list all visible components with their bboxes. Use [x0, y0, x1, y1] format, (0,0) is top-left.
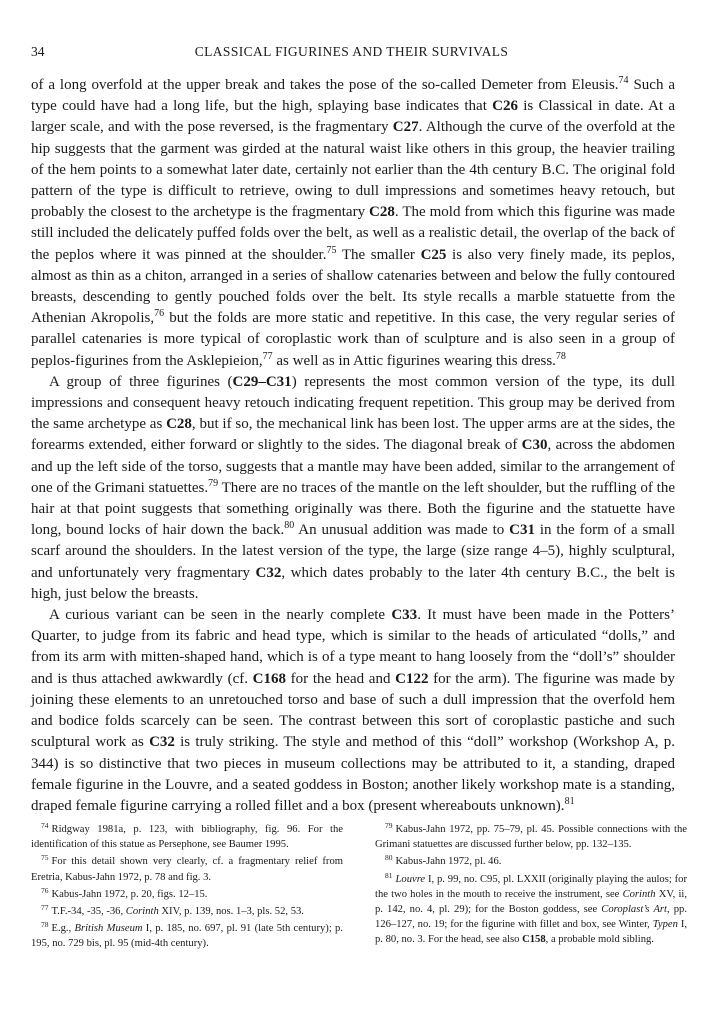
- text-run: , but if so, the mechanical link has been lost. The upper arms are at the sides, the forearms extended, either forward or slightly to the sides. The diagonal break of: [31, 416, 676, 454]
- text-run: . It must have been made in the Potters’ Quarter, to judge from its fabric and head type, which is similar to the heads of articulated “dolls,” and from its arm with mitten-shaped hand, which is of a type meant to hang loosely from the “doll’s” shoulder and is thus attached awkwardly (cf.: [31, 607, 675, 687]
- text-run: I, p. 80, no. 3. For the head, see also: [375, 919, 688, 946]
- footnote-ref: 74: [618, 75, 629, 86]
- text-run: for the head and: [286, 670, 396, 687]
- text-run: Louvre: [395, 873, 426, 885]
- text-run: Kabus-Jahn 1972, p. 20, figs. 12–15.: [51, 888, 208, 900]
- catalog-ref: C26: [492, 98, 518, 115]
- catalog-ref: C30: [521, 437, 548, 454]
- body-text: [31, 75, 675, 817]
- text-run: in the form of a small scarf around the shoulders. In the latest version of the type, the large (size range 4–5), highly sculptural, and unfortunately very fragmentary: [31, 522, 675, 581]
- footnote-ref: 78: [41, 920, 49, 930]
- text-run: is also very finely made, its peplos, almost as thin as a chiton, arranged in a series of shallow catenaries between and below the fully contoured breasts, descending to gently pouched folds over the belt. Its style recalls a marble statuette from the Athenian Akropolis,: [31, 246, 675, 327]
- footnote: [31, 854, 343, 884]
- footnote-ref: 79: [385, 821, 393, 830]
- footnotes-right-column: [375, 822, 687, 950]
- text-run: but the folds are more static and repetitive. In this case, the very regular series of parallel catenaries is more typical of coroplastic work than of sculpture and is also seen in a group of peplos-figurines from the Asklepieion,: [31, 310, 675, 369]
- page-number: 34: [31, 44, 45, 59]
- footnote-ref: 74: [41, 821, 49, 830]
- footnote-ref: 77: [41, 903, 49, 913]
- text-run: as well as in Attic figurines wearing this dress.: [272, 352, 556, 369]
- footnote: [31, 921, 343, 951]
- footnote-ref: 75: [326, 244, 337, 256]
- text-run: The smaller: [336, 246, 421, 263]
- text-run: British Museum: [74, 923, 143, 935]
- text-run: I, p. 185, no. 697, pl. 91 (late 5th century); p. 195, no. 729 bis, pl. 95 (mid-4th century).: [31, 923, 343, 950]
- footnote: [375, 822, 687, 852]
- footnote-ref: 81: [564, 795, 575, 807]
- text-run: Such a type could have had a long life, but the high, splaying base indicates that: [31, 77, 675, 115]
- footnote-ref: 76: [154, 308, 165, 320]
- footnote: [31, 887, 343, 902]
- text-run: for the arm). The figurine was made by joining these elements to an unretouched torso and base of such a dull impression that the overfold hem and bodice folds scarcely can be seen. The contrast between this sort of coroplastic pastiche and such sculptural work as: [31, 670, 675, 751]
- footnote-ref: 80: [284, 520, 295, 532]
- footnote: [375, 854, 687, 869]
- footnote-ref: 76: [41, 885, 49, 895]
- text-run: An unusual addition was made to: [294, 522, 510, 539]
- catalog-ref: C168: [252, 670, 286, 687]
- footnote-ref: 80: [385, 853, 393, 863]
- catalog-ref: C28: [166, 416, 192, 433]
- text-run: Corinth: [622, 888, 656, 900]
- catalog-ref: C25: [420, 246, 447, 263]
- paragraph: [31, 605, 675, 817]
- catalog-ref: C158: [522, 934, 546, 946]
- page-header: [0, 44, 703, 64]
- footnote-ref: 77: [262, 350, 273, 362]
- footnotes-left-column: [31, 822, 343, 954]
- text-run: . The mold from which this figurine was made still included the delicately puffed folds over the belt, as well as a realistic detail, the overlap of the back of the peplos where it was pinned at the shoulder.: [31, 204, 675, 263]
- footnote: [31, 822, 343, 852]
- text-run: T.F.-34, -35, -36,: [51, 906, 126, 918]
- text-run: is Classical in date. At a larger scale, and with the pose reversed, is the fragmentary: [31, 98, 676, 136]
- text-run: , a probable mold sibling.: [545, 934, 654, 946]
- paragraph: [31, 75, 675, 372]
- footnote: [375, 872, 687, 948]
- catalog-ref: C27: [392, 119, 419, 136]
- text-run: A group of three figurines (: [49, 373, 233, 390]
- text-run: XIV, p. 139, nos. 1–3, pls. 52, 53.: [158, 906, 304, 918]
- text-run: For this detail shown very clearly, cf. a fragmentary relief from Eretria, Kabus-Jahn 1972, p. 78 and fig. 3.: [31, 856, 343, 883]
- text-run: , across the abdomen and up the left side of the torso, suggests that a mantle may have been added, similar to the arrangement of one of the Grimani statuettes.: [31, 437, 675, 496]
- text-run: There are no traces of the mantle on the left shoulder, but the ruffling of the hair at that point suggests that something originally was there. Both the figurine and the statuette have long, bound locks of hair down the back.: [31, 479, 675, 539]
- text-run: Coroplast’s Art: [601, 904, 667, 916]
- running-title: CLASSICAL FIGURINES AND THEIR SURVIVALS: [194, 44, 509, 59]
- text-run: , which dates probably to the later 4th century B.C., the belt is high, just below the breasts.: [31, 564, 675, 602]
- text-run: Corinth: [125, 906, 159, 918]
- text-run: of a long overfold at the upper break and takes the pose of the so-called Demeter from Eleusis.: [31, 77, 619, 93]
- text-run: A curious variant can be seen in the nearly complete: [49, 607, 392, 624]
- footnote-ref: 78: [555, 350, 566, 362]
- text-run: I, p. 99, no. C95, pl. LXXII (originally playing the aulos; for the two holes in the mouth to receive the instrument, see: [375, 873, 687, 900]
- paragraph: [31, 372, 675, 605]
- catalog-ref: C32: [255, 564, 282, 581]
- catalog-ref: C29–C31: [232, 373, 292, 390]
- footnote-ref: 75: [41, 853, 49, 863]
- text-run: E.g.,: [51, 923, 75, 935]
- footnote-ref: 79: [208, 477, 219, 489]
- text-run: , pp. 126–127, no. 19; for the figurine with fillet and box, see Winter,: [375, 904, 687, 931]
- text-run: ) represents the most common version of the type, its dull impressions and consequent heavy retouch indicating frequent repetition. This group may be derived from the same archetype as: [31, 373, 675, 433]
- footnote-ref: 81: [385, 870, 393, 880]
- text-run: Kabus-Jahn 1972, pl. 46.: [395, 856, 502, 868]
- text-run: Ridgway 1981a, p. 123, with bibliography, fig. 96. For the identification of this statue as Persephone, see Baumer 1995.: [31, 824, 343, 851]
- footnote: [31, 904, 343, 919]
- catalog-ref: C33: [391, 607, 418, 624]
- catalog-ref: C32: [149, 734, 175, 751]
- text-run: Typen: [652, 919, 678, 931]
- text-run: XV, ii, p. 142, no. 4, pl. 29); for the Boston goddess, see: [375, 888, 687, 916]
- text-run: Kabus-Jahn 1972, pp. 75–79, pl. 45. Possible connections with the Grimani statuettes are discussed further below, pp. 132–135.: [375, 824, 687, 851]
- catalog-ref: C28: [369, 204, 395, 221]
- catalog-ref: C122: [395, 670, 429, 687]
- text-run: . Although the curve of the overfold at the hip suggests that the garment was girded at the natural waist like others in this group, the heavier trailing of the hem points to a somewhat later date, certainly not earlier than the 4th century B.C. The original fold pattern of the type is difficult to retrieve, owing to dull impressions and sometimes heavy retouch, but probably the closest to the archetype is the fragmentary: [31, 119, 676, 221]
- text-run: is truly striking. The style and method of this “doll” workshop (Workshop A, p. 344) is so distinctive that two pieces in museum collections may be attributed to it, a standing, draped female figurine in the Louvre, and a seated goddess in Boston; another likely workshop mate is a standing, draped female figurine carrying a rolled fillet and a box (present whereabouts unknown).: [31, 734, 675, 814]
- catalog-ref: C31: [509, 522, 535, 539]
